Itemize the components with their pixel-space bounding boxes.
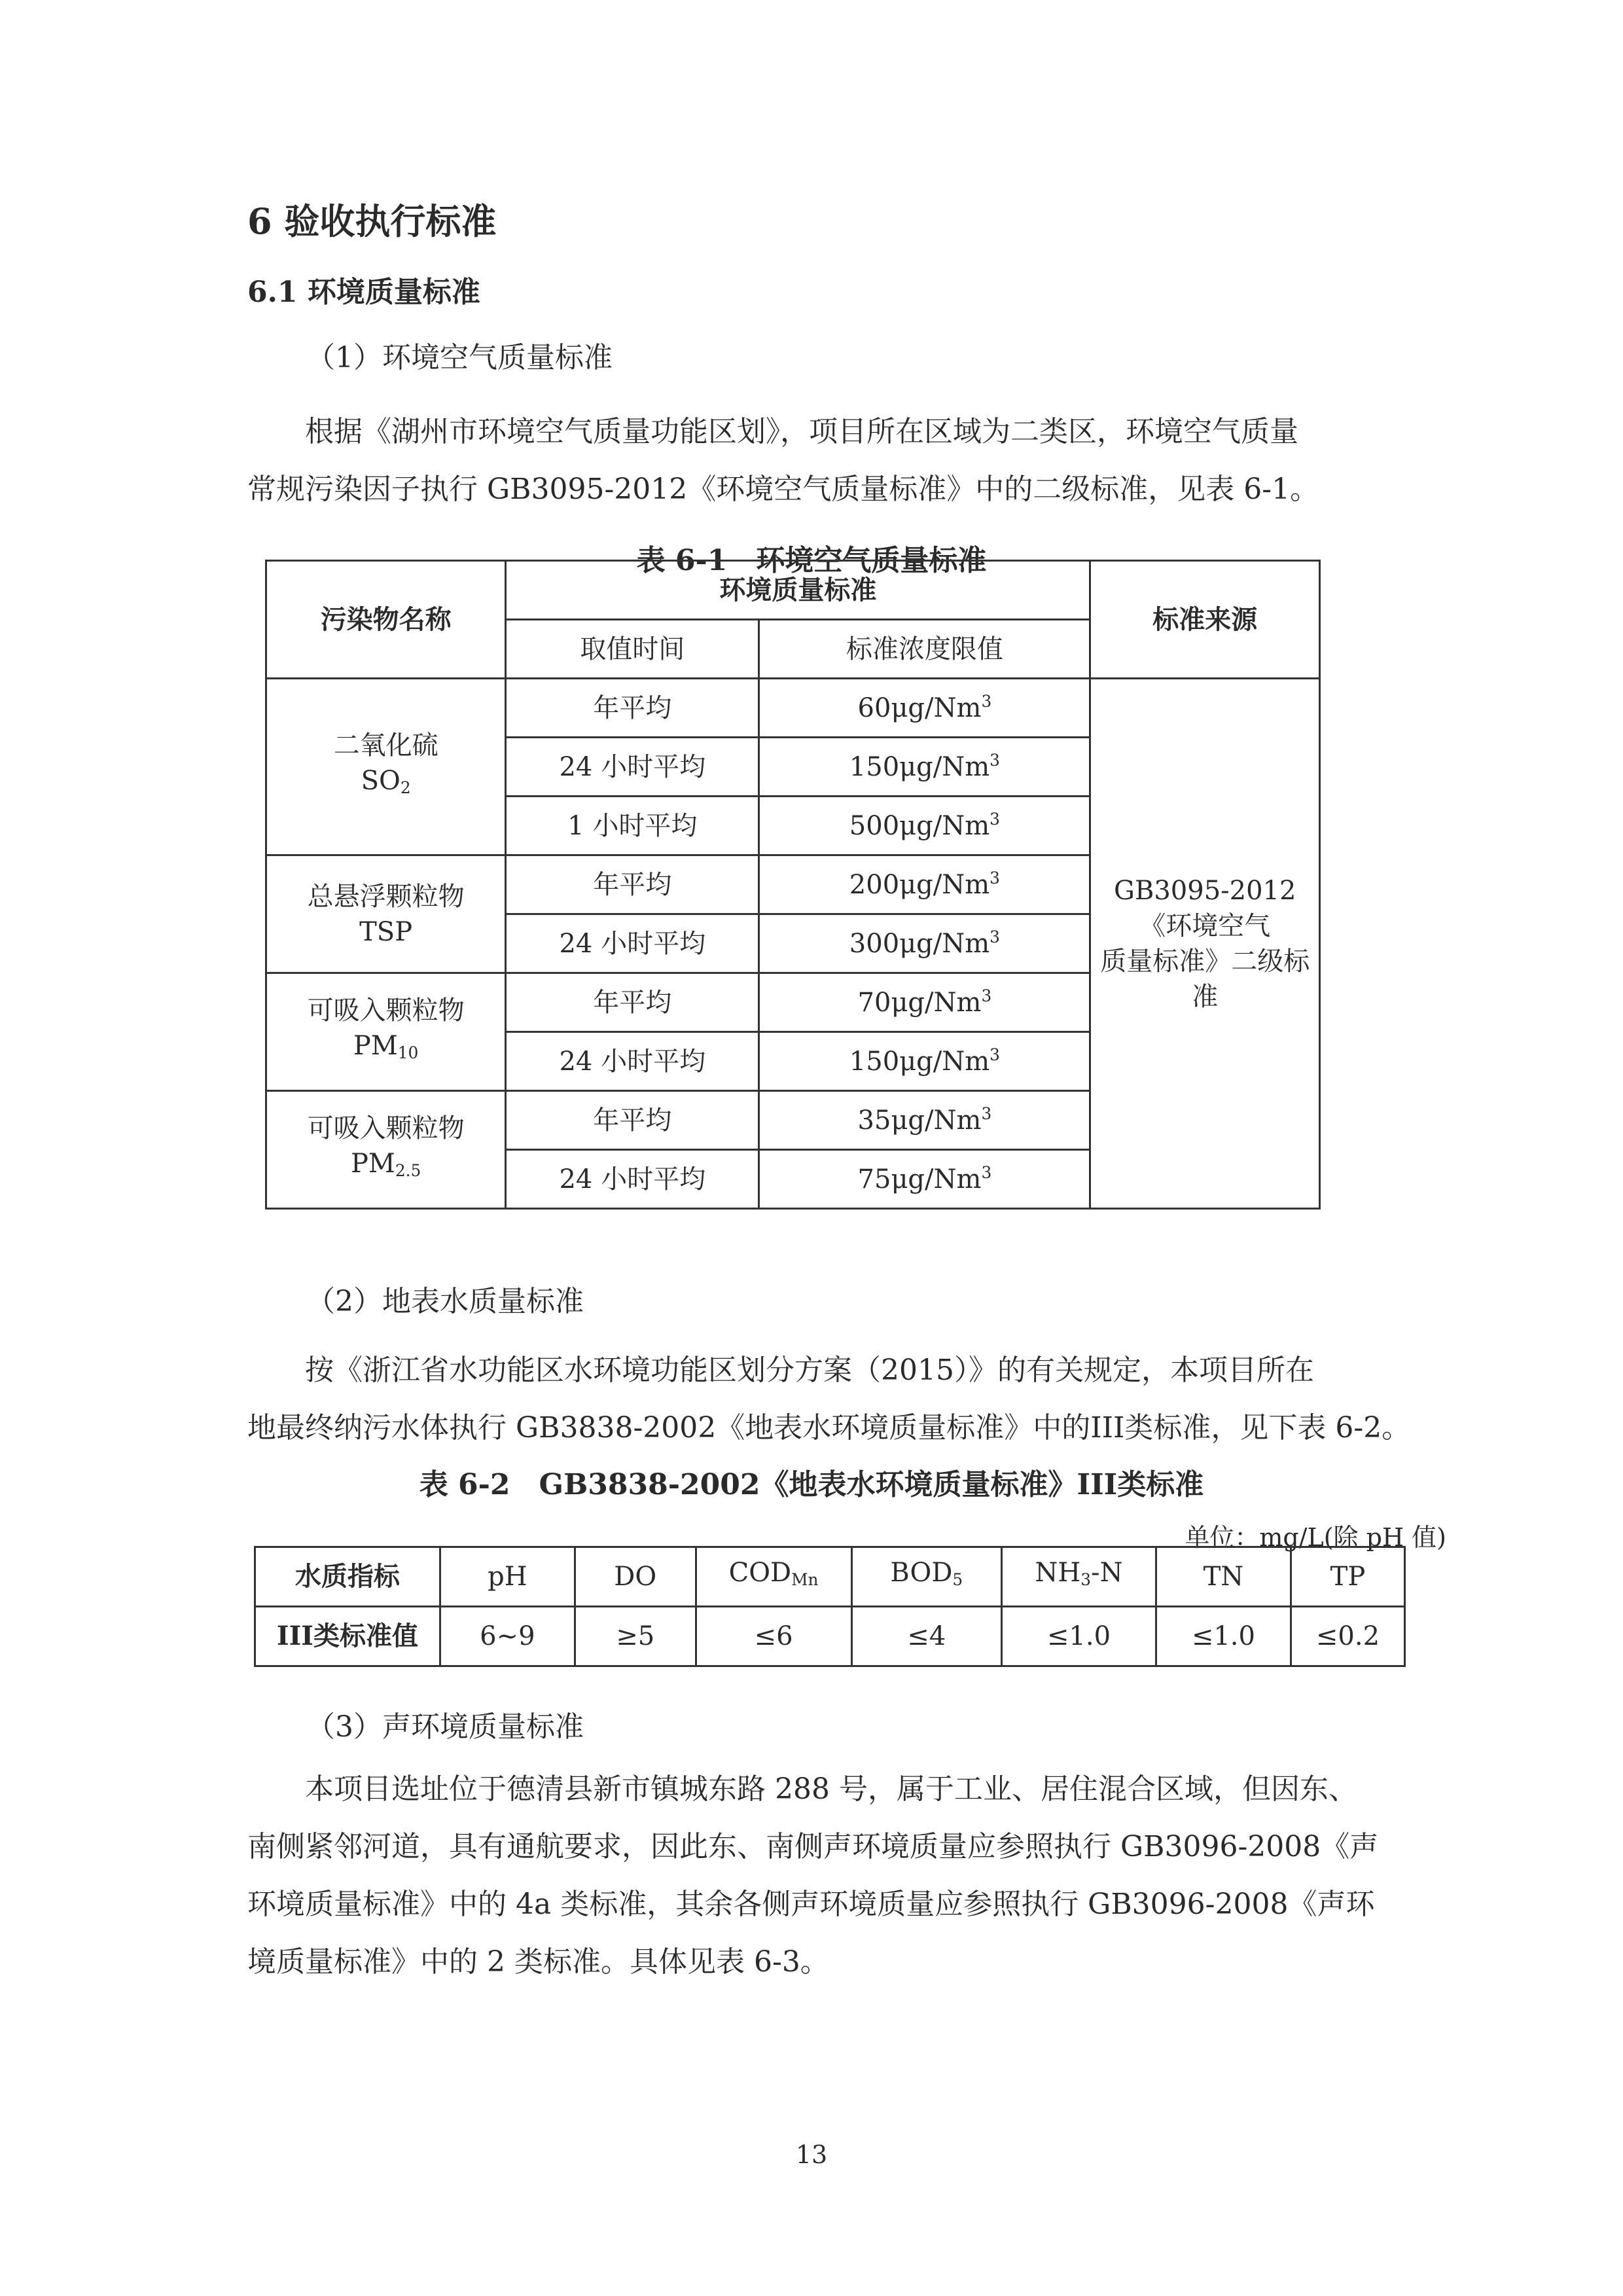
limit-number: 60 — [857, 692, 891, 723]
limit-value — [759, 914, 1090, 973]
water-para-line: 按《浙江省水功能区水环境功能区划分方案（2015）》的有关规定，本项目所在 — [305, 1354, 1314, 1387]
limit-unit-exponent: 3 — [981, 986, 992, 1005]
limit-value — [759, 679, 1090, 738]
air-table-row — [266, 679, 1320, 738]
header-time: 取值时间 — [506, 620, 759, 679]
limit-unit-exponent: 3 — [990, 1045, 1000, 1064]
source-line: 质量标准》二级标准 — [1100, 946, 1310, 1012]
formula-subscript: 2 — [400, 778, 411, 798]
unit-note: 单位：mg/L(除 pH 值) — [1185, 1523, 1446, 1552]
pollutant-formula — [267, 1146, 505, 1189]
limit-value — [759, 1032, 1090, 1091]
limit-number: 150 — [849, 1046, 900, 1077]
standard-value: ≤0.2 — [1291, 1607, 1404, 1666]
limit-unit: μg/Nm — [899, 869, 990, 900]
formula-main: TSP — [359, 916, 413, 947]
indicator-main: DO — [614, 1562, 657, 1592]
header-standard-group: 环境质量标准 — [506, 561, 1090, 620]
averaging-time: 24 小时平均 — [506, 1150, 759, 1209]
limit-number: 500 — [849, 810, 900, 841]
water-paragraph — [247, 1342, 1465, 1457]
section-title: 6 验收执行标准 — [247, 200, 497, 242]
indicator-main: TP — [1330, 1562, 1366, 1592]
indicator-subscript: Mn — [791, 1570, 819, 1590]
limit-number: 35 — [857, 1105, 891, 1136]
averaging-time: 年平均 — [506, 855, 759, 914]
limit-unit: μg/Nm — [899, 928, 990, 959]
formula-main: PM — [350, 1148, 395, 1179]
water-table-caption: 表 6-2 GB3838-2002《地表水环境质量标准》III类标准 — [419, 1468, 1204, 1501]
limit-unit-exponent: 3 — [990, 868, 1000, 888]
air-table-body — [266, 679, 1320, 1209]
limit-unit-exponent: 3 — [990, 927, 1000, 946]
standard-value: 6~9 — [440, 1607, 575, 1666]
indicator-main: NH — [1035, 1558, 1081, 1588]
indicator-main: BOD — [890, 1558, 953, 1588]
indicator-main: COD — [728, 1558, 792, 1588]
limit-unit: μg/Nm — [891, 987, 982, 1018]
averaging-time: 24 小时平均 — [506, 914, 759, 973]
page-number: 13 — [795, 2140, 828, 2169]
standard-value: ≤6 — [696, 1607, 851, 1666]
subsection-title: 6.1 环境质量标准 — [247, 276, 480, 309]
indicator-header — [696, 1547, 851, 1607]
header-limit: 标准浓度限值 — [759, 620, 1090, 679]
pollutant-cell — [266, 1091, 506, 1209]
pollutant-name: 二氧化硫 — [333, 730, 438, 761]
limit-number: 300 — [849, 928, 900, 959]
indicator-header — [1291, 1547, 1404, 1607]
indicator-header — [1002, 1547, 1156, 1607]
indicator-header — [575, 1547, 696, 1607]
pollutant-name: 可吸入颗粒物 — [307, 1113, 465, 1143]
formula-main: SO — [361, 765, 401, 796]
formula-subscript: 2.5 — [395, 1161, 421, 1181]
limit-unit: μg/Nm — [899, 751, 990, 782]
limit-value — [759, 1150, 1090, 1209]
limit-number: 150 — [849, 751, 900, 782]
water-value-row — [255, 1607, 1405, 1666]
standard-value: ≤1.0 — [1156, 1607, 1291, 1666]
indicator-header — [851, 1547, 1001, 1607]
indicator-main: pH — [488, 1562, 527, 1592]
standard-source — [1090, 679, 1320, 1209]
noise-para-line: 本项目选址位于德清县新市镇城东路 288 号，属于工业、居住混合区域，但因东、 — [305, 1772, 1357, 1806]
standard-value: ≤4 — [851, 1607, 1001, 1666]
pollutant-formula — [267, 1028, 505, 1071]
noise-para-line: 境质量标准》中的 2 类标准。具体见表 6-3。 — [247, 1945, 829, 1979]
pollutant-formula — [267, 914, 505, 950]
indicator-main: TN — [1203, 1562, 1244, 1592]
pollutant-cell — [266, 973, 506, 1091]
noise-para-line: 南侧紧邻河道，具有通航要求，因此东、南侧声环境质量应参照执行 GB3096-2008《声 — [247, 1830, 1379, 1863]
averaging-time: 年平均 — [506, 679, 759, 738]
standard-value: ≤1.0 — [1002, 1607, 1156, 1666]
limit-value — [759, 855, 1090, 914]
pollutant-name: 总悬浮颗粒物 — [307, 881, 465, 912]
limit-unit-exponent: 3 — [990, 809, 1000, 829]
averaging-time: 年平均 — [506, 1091, 759, 1150]
averaging-time: 24 小时平均 — [506, 1032, 759, 1091]
limit-value — [759, 973, 1090, 1032]
limit-unit: μg/Nm — [891, 1105, 982, 1136]
air-quality-table — [265, 560, 1321, 1210]
limit-number: 200 — [849, 869, 900, 900]
limit-value — [759, 1091, 1090, 1150]
limit-unit: μg/Nm — [899, 1046, 990, 1077]
limit-unit-exponent: 3 — [981, 1162, 992, 1182]
air-heading: （1）环境空气质量标准 — [306, 341, 613, 374]
averaging-time: 1 小时平均 — [506, 797, 759, 855]
noise-para-line: 环境质量标准》中的 4a 类标准，其余各侧声环境质量应参照执行 GB3096-2008《声环 — [247, 1888, 1375, 1921]
water-header-row — [255, 1547, 1405, 1607]
air-para-line: 常规污染因子执行 GB3095-2012《环境空气质量标准》中的二级标准，见表 6-1。 — [247, 473, 1319, 506]
header-source: 标准来源 — [1090, 561, 1320, 679]
noise-heading: （3）声环境质量标准 — [306, 1710, 584, 1744]
noise-paragraph — [247, 1761, 1465, 1991]
limit-number: 75 — [857, 1164, 891, 1194]
indicator-header — [1156, 1547, 1291, 1607]
header-pollutant: 污染物名称 — [266, 561, 506, 679]
air-paragraph — [247, 403, 1465, 518]
limit-unit-exponent: 3 — [981, 691, 992, 711]
indicator-subscript: 5 — [952, 1570, 963, 1590]
indicator-header — [440, 1547, 575, 1607]
source-line: GB3095-2012《环境空气 — [1114, 875, 1296, 941]
limit-unit: μg/Nm — [891, 692, 982, 723]
row-label-class3: III类标准值 — [255, 1607, 440, 1666]
formula-main: PM — [353, 1030, 398, 1061]
indicator-subscript: 3 — [1080, 1570, 1092, 1590]
limit-number: 70 — [857, 987, 891, 1018]
water-para-line: 地最终纳污水体执行 GB3838-2002《地表水环境质量标准》中的III类标准，见下表 6-2。 — [247, 1411, 1411, 1444]
indicator-suffix: -N — [1091, 1558, 1123, 1588]
water-heading: （2）地表水质量标准 — [306, 1285, 584, 1318]
formula-subscript: 10 — [397, 1043, 419, 1063]
limit-value — [759, 797, 1090, 855]
air-para-line: 根据《湖州市环境空气质量功能区划》，项目所在区域为二类区，环境空气质量 — [305, 415, 1298, 448]
limit-unit: μg/Nm — [891, 1164, 982, 1194]
limit-unit: μg/Nm — [899, 810, 990, 841]
averaging-time: 年平均 — [506, 973, 759, 1032]
air-table-caption: 表 6-1 环境空气质量标准 — [636, 544, 987, 577]
limit-unit-exponent: 3 — [981, 1103, 992, 1123]
pollutant-formula — [267, 763, 505, 806]
pollutant-name: 可吸入颗粒物 — [307, 995, 465, 1026]
pollutant-cell — [266, 679, 506, 855]
pollutant-cell — [266, 855, 506, 973]
limit-unit-exponent: 3 — [990, 750, 1000, 770]
surface-water-table — [254, 1546, 1406, 1667]
row-label-indicator: 水质指标 — [255, 1547, 440, 1607]
standard-value: ≥5 — [575, 1607, 696, 1666]
limit-value — [759, 738, 1090, 797]
averaging-time: 24 小时平均 — [506, 738, 759, 797]
